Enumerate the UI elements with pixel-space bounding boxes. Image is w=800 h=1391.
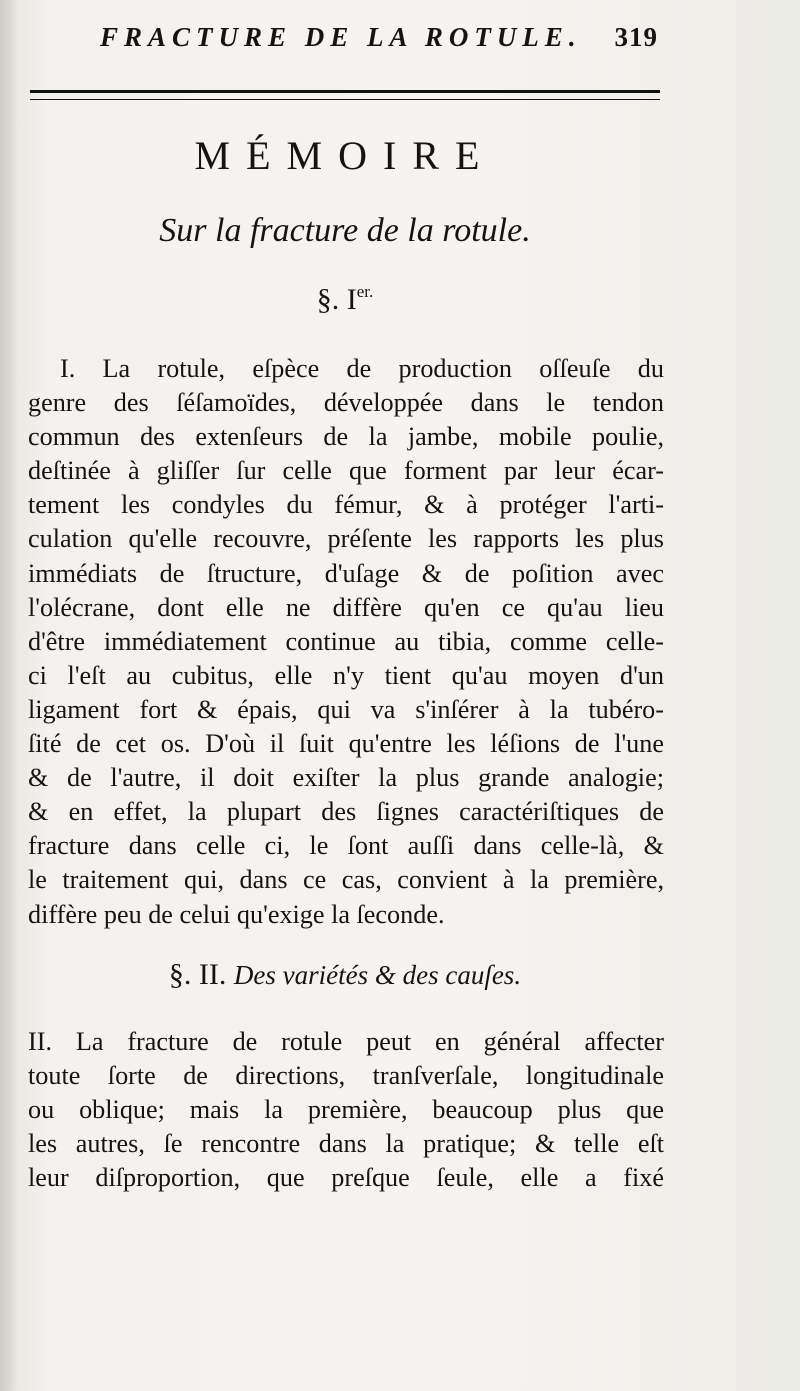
paragraph-1 — [28, 352, 664, 932]
page-number: 319 — [614, 22, 658, 52]
paragraph-1-line: ſité de cet os. D'où il ſuit qu'entre les léſions de l'une — [28, 729, 664, 759]
paragraph-1-line: commun des extenſeurs de la jambe, mobile poulie, — [28, 422, 664, 452]
running-head-title: FRACTURE DE LA ROTULE. — [100, 22, 582, 52]
section-1-heading — [0, 282, 690, 317]
paragraph-1-line: & en effet, la plupart des ſignes caractériſtiques de — [28, 797, 664, 827]
spine-shadow — [0, 0, 18, 1391]
paragraph-1-line: le traitement qui, dans ce cas, convient à la première, — [28, 865, 664, 895]
paragraph-2-line: ou oblique; mais la première, beaucoup plus que — [28, 1095, 664, 1125]
paragraph-1-line: I. La rotule, eſpèce de production oſſeuſe du — [60, 354, 664, 383]
memoire-subtitle: Sur la fracture de la rotule. — [159, 212, 531, 249]
paragraph-1-line: ci l'eſt au cubitus, elle n'y tient qu'au moyen d'un — [28, 660, 664, 690]
section-2-title: Des variétés & des cauſes. — [233, 960, 522, 990]
memoire-heading: MÉMOIRE — [194, 133, 496, 178]
paragraph-1-line: l'olécrane, dont elle ne diffère qu'en ce qu'au lieu — [28, 592, 664, 622]
running-head — [100, 22, 660, 62]
paragraph-1-line: fracture dans celle ci, le ſont auſſi dans celle-là, & — [28, 831, 664, 861]
paragraph-2-line: II. La fracture de rotule peut en général affecter — [28, 1027, 664, 1056]
paragraph-2-line: toute ſorte de directions, tranſverſale, longitudinale — [28, 1061, 664, 1091]
section-2-heading — [0, 958, 690, 992]
section-1-label-sup: er. — [356, 282, 374, 301]
paragraph-1-line: genre des ſéſamoïdes, développée dans le tendon — [28, 388, 664, 418]
paragraph-2-line: les autres, ſe rencontre dans la pratique; & telle eſt — [28, 1129, 664, 1159]
paragraph-1-line: diffère peu de celui qu'exige la ſeconde. — [28, 899, 445, 929]
paragraph-1-line: culation qu'elle recouvre, préſente les rapports les plus — [28, 524, 664, 554]
paragraph-1-line: d'être immédiatement continue au tibia, comme celle- — [28, 626, 664, 656]
paragraph-2-line: leur diſproportion, que preſque ſeule, elle a fixé — [28, 1163, 664, 1193]
paragraph-1-line: ligament fort & épais, qui va s'inſérer à la tubéro- — [28, 694, 664, 724]
section-1-label: §. I — [316, 283, 357, 316]
paragraph-1-line: tement les condyles du fémur, & à protéger l'arti- — [28, 490, 664, 520]
paragraph-2 — [28, 1025, 664, 1195]
section-2-label: §. II. — [168, 958, 227, 991]
paragraph-1-line: & de l'autre, il doit exiſter la plus grande analogie; — [28, 763, 664, 793]
paragraph-1-line: immédiats de ſtructure, d'uſage & de poſition avec — [28, 558, 664, 588]
paragraph-1-line: deſtinée à gliſſer ſur celle que forment par leur écar- — [28, 456, 664, 486]
header-rule — [30, 90, 660, 100]
